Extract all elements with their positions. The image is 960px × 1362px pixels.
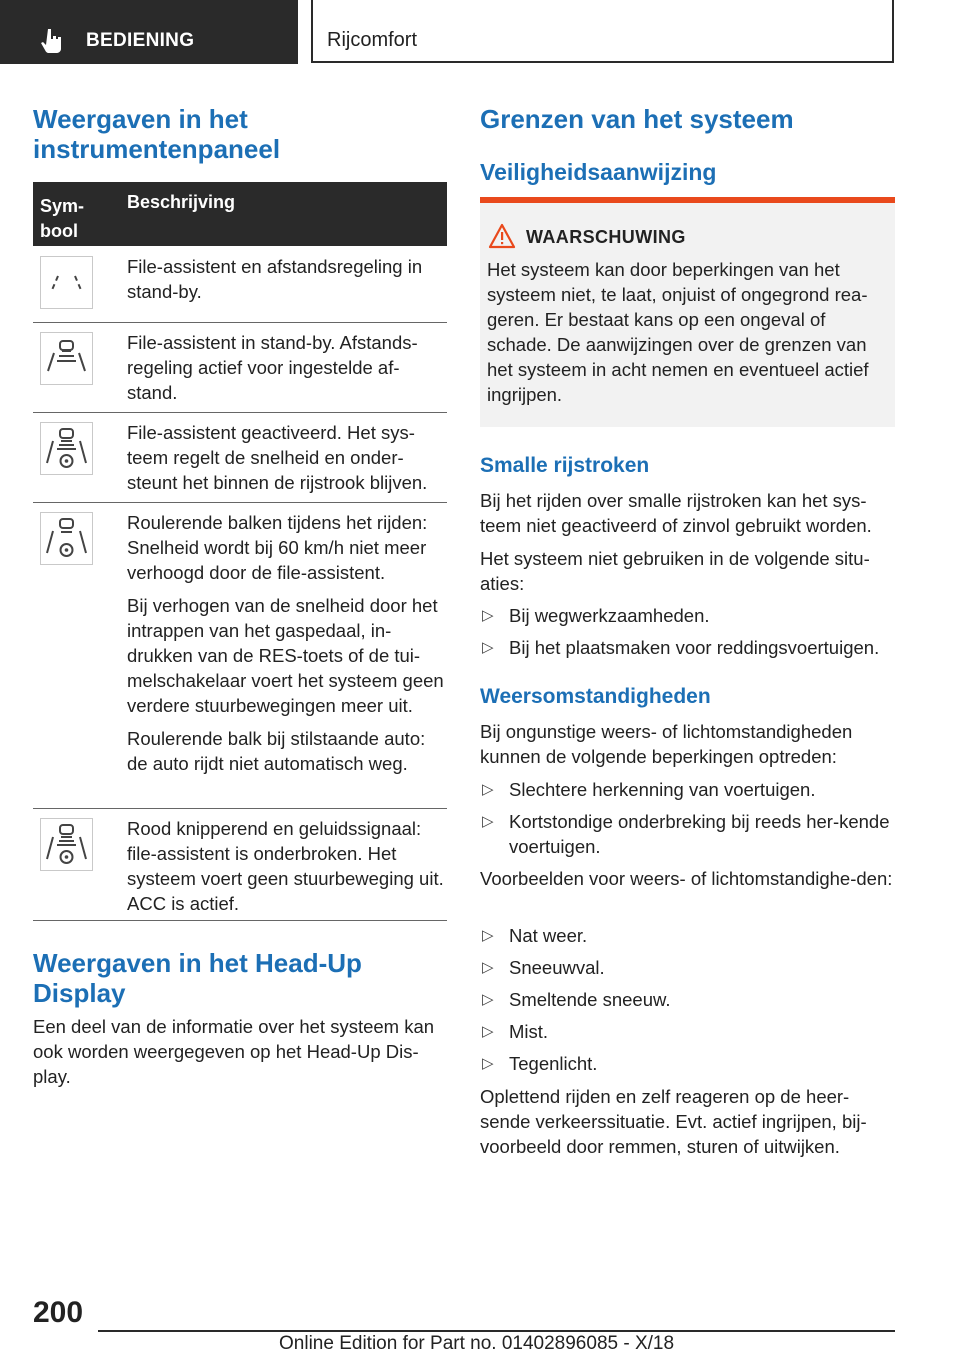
list-item: ▷ Kortstondige onderbreking bij reeds her-kende voertuigen.	[482, 811, 890, 857]
section-tab[interactable]	[0, 0, 298, 64]
heading-weather: Weersomstandigheden	[480, 685, 711, 708]
table-row	[33, 412, 447, 503]
heading-safety-note: Veiligheidsaanwijzing	[480, 159, 717, 185]
triangle-bullet-icon: ▷	[482, 1055, 494, 1072]
list-item: ▷ Bij wegwerkzaamheden.	[482, 605, 710, 626]
table-row	[33, 808, 447, 921]
triangle-bullet-icon: ▷	[482, 959, 494, 976]
warning-box	[480, 203, 895, 427]
car-distance-icon	[40, 332, 93, 385]
row-description: File-assistent in stand-by. Afstands-regeling actief voor ingestelde af-stand.	[127, 332, 418, 403]
footer-divider	[98, 1330, 895, 1332]
narrow-paragraph-2: Het systeem niet gebruiken in de volgende situ-aties:	[480, 548, 870, 594]
triangle-bullet-icon: ▷	[482, 639, 494, 656]
list-item: ▷ Tegenlicht.	[482, 1053, 598, 1074]
list-item: ▷ Bij het plaatsmaken voor reddingsvoertuigen.	[482, 637, 880, 658]
table-header	[33, 182, 447, 246]
row-description: File-assistent geactiveerd. Het sys-teem regelt de snelheid en onder-steunt het binnen de rijstrook blijven.	[127, 422, 428, 493]
heading-narrow-lanes: Smalle rijstroken	[480, 454, 650, 477]
steering-assist-active-icon	[40, 422, 93, 475]
table-row	[33, 322, 447, 413]
list-item: ▷ Nat weer.	[482, 925, 588, 946]
table-row	[33, 246, 447, 323]
steering-assist-rolling-bars-icon	[40, 512, 93, 565]
triangle-bullet-icon: ▷	[482, 927, 494, 944]
list-item: ▷ Sneeuwval.	[482, 957, 605, 978]
symbol-table	[33, 182, 447, 914]
triangle-bullet-icon: ▷	[482, 607, 494, 624]
warning-text: Het systeem kan door beperkingen van het systeem niet, te laat, onjuist of ongegrond rea-geren. Er bestaat kans op een ongeval of schade. De aanwijzingen over de grenzen van het systeem in acht nemen en eventueel actief ingrijpen.	[487, 259, 869, 405]
weather-paragraph-2: Voorbeelden voor weers- of lichtomstandighe-den:	[480, 868, 893, 889]
narrow-paragraph-1: Bij het rijden over smalle rijstroken kan het sys-teem niet geactiveerd of zinvol gebruikt worden.	[480, 490, 872, 536]
steering-assist-red-icon	[40, 818, 93, 871]
lane-lines-icon	[40, 256, 93, 309]
col-header-description: Beschrijving	[127, 192, 236, 212]
weather-bullet-list-2	[480, 923, 895, 1083]
list-item: ▷ Slechtere herkenning van voertuigen.	[482, 779, 816, 800]
hand-pointer-icon	[40, 27, 66, 53]
section-label: BEDIENING	[86, 30, 195, 51]
table-row	[33, 502, 447, 809]
chapter-tab[interactable]	[311, 0, 894, 63]
triangle-bullet-icon: ▷	[482, 1023, 494, 1040]
weather-paragraph-1: Bij ongunstige weers- of lichtomstandigheden kunnen de volgende beperkingen optreden:	[480, 721, 853, 767]
triangle-bullet-icon: ▷	[482, 781, 494, 798]
row-description: Roulerende balken tijdens het rijden: Snelheid wordt bij 60 km/h niet meer verhoogd door de file-assistent. Bij verhogen van de snelheid door het intrappen van het gaspedaal, in-drukken van de RES-toets of de tui-melschakelaar voert het systeem geen verdere stuurbewegingen meer uit. Roulerende balk bij stilstaande auto: de auto rijdt niet automatisch weg.	[127, 512, 444, 774]
weather-paragraph-3: Oplettend rijden en zelf reageren op de heer-sende verkeerssituatie. Evt. actief ingrijpen, bij-voorbeeld door remmen, sturen of uitwijken.	[480, 1086, 867, 1157]
heading-head-up-display: Weergaven in het Head-Up Display	[33, 948, 362, 1008]
page-number: 200	[33, 1296, 84, 1329]
row-description: Rood knipperend en geluidssignaal: file-assistent is onderbroken. Het systeem voert geen stuurbeweging uit. ACC is actief.	[127, 818, 444, 914]
warning-title: WAARSCHUWING	[526, 227, 686, 247]
narrow-bullet-list	[480, 603, 895, 667]
list-item: ▷ Smeltende sneeuw.	[482, 989, 671, 1010]
hud-paragraph: Een deel van de informatie over het systeem kan ook worden weergegeven op het Head-Up Dis-play.	[33, 1016, 435, 1087]
heading-instrument-panel: Weergaven in het instrumentenpaneel	[33, 104, 281, 164]
footer-edition: Online Edition for Part no. 01402896085 - X/18	[279, 1333, 675, 1354]
list-item: ▷ Mist.	[482, 1021, 549, 1042]
row-description: File-assistent en afstandsregeling in stand-by.	[127, 256, 423, 302]
triangle-bullet-icon: ▷	[482, 991, 494, 1008]
heading-system-limits: Grenzen van het systeem	[480, 104, 794, 134]
warning-triangle-icon	[488, 223, 516, 249]
weather-bullet-list-1	[480, 777, 895, 866]
triangle-bullet-icon: ▷	[482, 813, 494, 830]
chapter-label: Rijcomfort	[327, 29, 418, 51]
col-header-symbol: Sym- bool	[40, 196, 85, 241]
